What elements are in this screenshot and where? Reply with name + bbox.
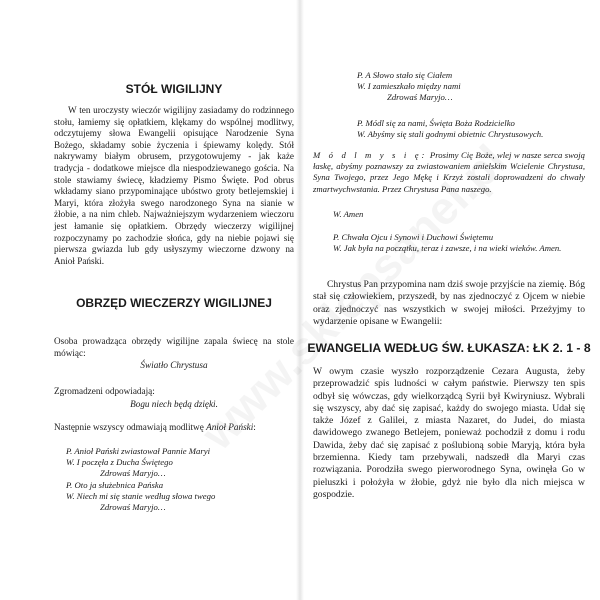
- verse: P. A Słowo stało się Ciałem: [357, 70, 453, 80]
- title-obrzed: OBRZĘD WIECZERZY WIGILIJNEJ: [76, 296, 272, 310]
- angelus-verses-3: [357, 118, 585, 140]
- verse: Zdrowaś Maryjo…: [387, 92, 453, 103]
- assembly-response: Bogu niech będą dzięki.: [130, 399, 218, 409]
- amen-response: W. Amen: [333, 209, 364, 219]
- angelus-instruction: Następnie wszyscy odmawiają modlitwę Anioł Pański:: [54, 422, 256, 432]
- verse: Zdrowaś Maryjo…: [100, 502, 166, 513]
- verse: P. Módl się za nami, Święta Boża Rodzicielko: [357, 118, 515, 128]
- verse: P. Anioł Pański zwiastował Pannie Maryi: [66, 446, 210, 456]
- assembly-instruction: Zgromadzeni odpowiadają:: [54, 386, 155, 396]
- title-stol-wigilijny: STÓŁ WIGILIJNY: [125, 82, 223, 96]
- verse: Zdrowaś Maryjo…: [100, 468, 166, 479]
- gospel-paragraph: W owym czasie wyszło rozporządzenie Cezara Augusta, żeby przeprowadzić spis ludności w całym państwie. Pierwszy ten spis odbył się wówczas, gdy wielkorządcą Syrii był Kwiryniusz. Wybrali się wszyscy, aby dać się zapisać, każdy do swojego miasta. Udał się także Józef z Galilei, z miasta Nazaret, do Judei, do miasta dawidowego zwanego Betlejem, ponieważ pochodził z domu i rodu Dawida, żeby dać się zapisać z poślubioną sobie Maryją, która była brzemienna. Kiedy tam przebywali, nadszedł dla Maryi czas rozwiązania. Porodziła swego pierworodnego Syna, owinęła Go w pieluszki i położyła w żłobie, gdyż nie było dla nich miejsca w gospodzie.: [313, 366, 585, 500]
- prayer-paragraph: M ó d l m y s i ę: Prosimy Cię Boże, wlej w nasze serca swoją łaskę, abyśmy poznawszy za zwiastowaniem anielskim Wcielenie Chrystusa, Syna Twojego, przez Jego Mękę i Krzyż zostali doprowadzeni do chwały zmartwychwstania. Przez Chrystusa Pana naszego.: [313, 150, 585, 194]
- verse: W. I zamieszkało między nami: [357, 81, 461, 92]
- title-ewangelia: EWANGELIA WEDŁUG ŚW. ŁUKASZA: ŁK 2. 1 - 8: [307, 341, 591, 355]
- intro-paragraph: W ten uroczysty wieczór wigilijny zasiadamy do rodzinnego stołu, łamiemy się opłatkiem, klękamy do wspólnej modlitwy, odczytujemy słowa Ewangelii opisujące Narodzenie Syna Bożego, składamy sobie życzenia i śpiewamy kolędy. Stół nakrywamy białym obrusem, przygotowujemy - jak każe tradycja - dodatkowe miejsce dla niespodziewanego gościa. Na stole stawiamy świecę, kładziemy Pismo Święte. Pod obrus wkładamy siano przypominające ubóstwo groty betlejemskiej i Maryi, która złożyła swego narodzonego Syna na sianie w żłobie, a na nim chleb. Najważniejszym wydarzeniem wieczoru jest łamanie się opłatkiem. Obrzędy wieczerzy wigilijnej rozpoczynamy po zachodzie słońca, gdy na niebie pojawi się pierwsza gwiazda lub gdy usłyszymy wieczorne dzwony na Anioł Pański.: [54, 105, 294, 266]
- verse: P. Chwała Ojcu i Synowi i Duchowi Świętemu: [333, 232, 494, 242]
- angelus-verses-1: [66, 446, 294, 513]
- verse: W. I poczęła z Ducha Świętego: [66, 457, 173, 468]
- verse: W. Jak była na początku, teraz i zawsze, i na wieki wieków. Amen.: [333, 243, 562, 254]
- doxology: [333, 232, 585, 254]
- book-gutter: [296, 0, 304, 600]
- angelus-verses-2: [357, 70, 585, 104]
- verse: P. Oto ja służebnica Pańska: [66, 479, 164, 490]
- verse: W. Abyśmy się stali godnymi obietnic Chrystusowych.: [357, 129, 544, 140]
- christ-paragraph: Chrystus Pan przypomina nam dziś swoje przyjście na ziemię. Bóg stał się człowiekiem, przyszedł, by nas zjednoczyć z Ojcem w niebie oraz zjednoczyć nas wszystkich w swojej miłości. Przeżyjmy to wydarzenie opisane w Ewangelii:: [313, 279, 585, 327]
- verse: W. Niech mi się stanie według słowa twego: [66, 490, 216, 501]
- candle-response: Światło Chrystusa: [140, 360, 208, 370]
- candle-instruction: Osoba prowadząca obrzędy wigilijne zapala świecę na stole mówiąc:: [54, 336, 294, 358]
